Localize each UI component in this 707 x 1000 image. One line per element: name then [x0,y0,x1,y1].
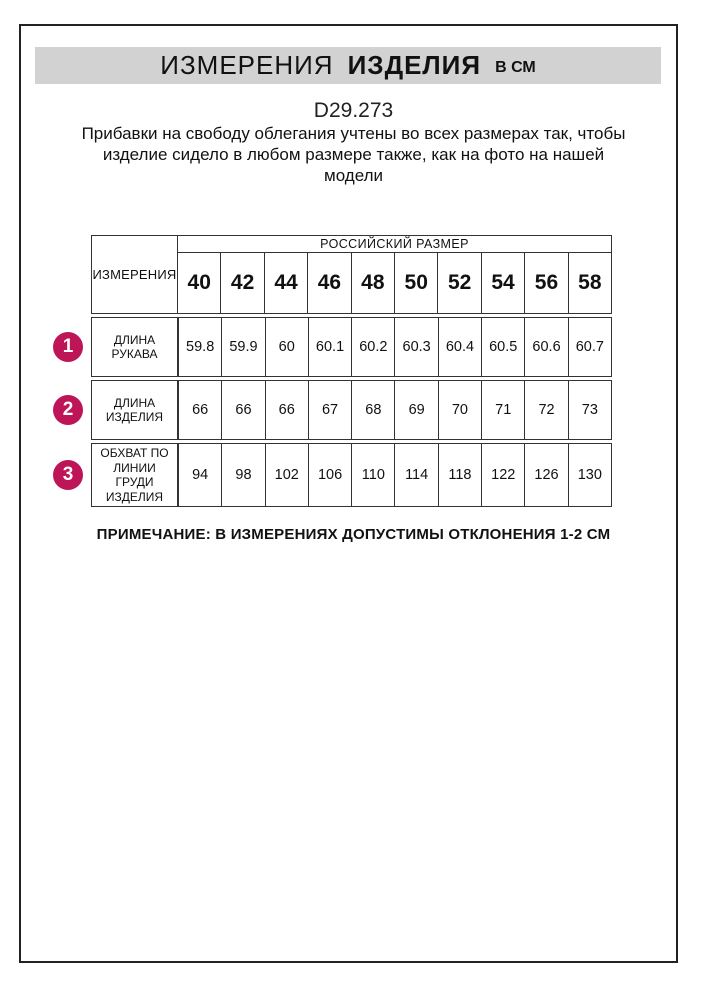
value-cell: 60.3 [394,318,437,376]
size-header-cell: 42 [220,253,263,313]
value-cell: 68 [351,381,394,439]
table-row [91,317,612,377]
size-header-section [178,236,611,313]
fit-description-line: Прибавки на свободу облегания учтены во всех размерах так, чтобы [81,124,626,143]
table-row [91,380,612,440]
fit-description-line: изделие сидело в любом размере также, как на фото на нашей [102,145,605,164]
value-cell: 60.7 [568,318,611,376]
value-cell: 72 [524,381,567,439]
value-cell: 126 [524,444,567,506]
row-number-badge: 2 [53,395,83,425]
row-label: ДЛИНА РУКАВА [92,318,178,376]
tolerance-note: ПРИМЕЧАНИЕ: В ИЗМЕРЕНИЯХ ДОПУСТИМЫ ОТКЛОНЕНИЯ 1-2 СМ [96,526,611,543]
size-header-cell: 44 [264,253,307,313]
value-cell: 60.6 [524,318,567,376]
title-unit: В СМ [495,58,536,76]
size-columns-row [178,253,611,313]
measurements-corner-cell: ИЗМЕРЕНИЯ [92,236,178,313]
size-header-cell: 54 [481,253,524,313]
title-product: ИЗДЕЛИЯ [347,50,482,80]
value-cell: 59.8 [178,318,221,376]
row-number-badge: 3 [53,460,83,490]
value-cell: 98 [221,444,264,506]
row-label: ОБХВАТ ПО ЛИНИИ ГРУДИ ИЗДЕЛИЯ [92,444,178,506]
value-cell: 114 [394,444,437,506]
size-header-cell: 52 [437,253,480,313]
size-table-header [91,235,612,314]
value-cell: 122 [481,444,524,506]
value-cell: 60.1 [308,318,351,376]
size-header-cell: 58 [568,253,611,313]
value-cell: 66 [265,381,308,439]
title-bar [35,47,661,84]
fit-description-line: модели [324,166,383,185]
value-cell: 59.9 [221,318,264,376]
size-header-cell: 46 [307,253,350,313]
row-number-badge: 1 [53,332,83,362]
value-cell: 60.4 [438,318,481,376]
value-cell: 69 [394,381,437,439]
value-cell: 66 [178,381,221,439]
value-cell: 66 [221,381,264,439]
size-header-cell: 48 [351,253,394,313]
value-cell: 67 [308,381,351,439]
size-header-cell: 50 [394,253,437,313]
value-cell: 60.2 [351,318,394,376]
value-cell: 130 [568,444,611,506]
product-code: D29.273 [313,99,394,122]
value-cell: 60 [265,318,308,376]
russian-size-group-header: РОССИЙСКИЙ РАЗМЕР [178,236,611,253]
value-cell: 118 [438,444,481,506]
value-cell: 110 [351,444,394,506]
value-cell: 71 [481,381,524,439]
size-header-cell: 40 [187,271,211,294]
value-cell: 60.5 [481,318,524,376]
value-cell: 70 [438,381,481,439]
table-row [91,443,612,507]
value-cell: 73 [568,381,611,439]
value-cell: 102 [265,444,308,506]
fit-description [0,123,707,186]
size-header-cell: 56 [524,253,567,313]
row-label: ДЛИНА ИЗДЕЛИЯ [92,381,178,439]
value-cell: 106 [308,444,351,506]
title-measurements: ИЗМЕРЕНИЯ [160,50,334,80]
value-cell: 94 [178,444,221,506]
